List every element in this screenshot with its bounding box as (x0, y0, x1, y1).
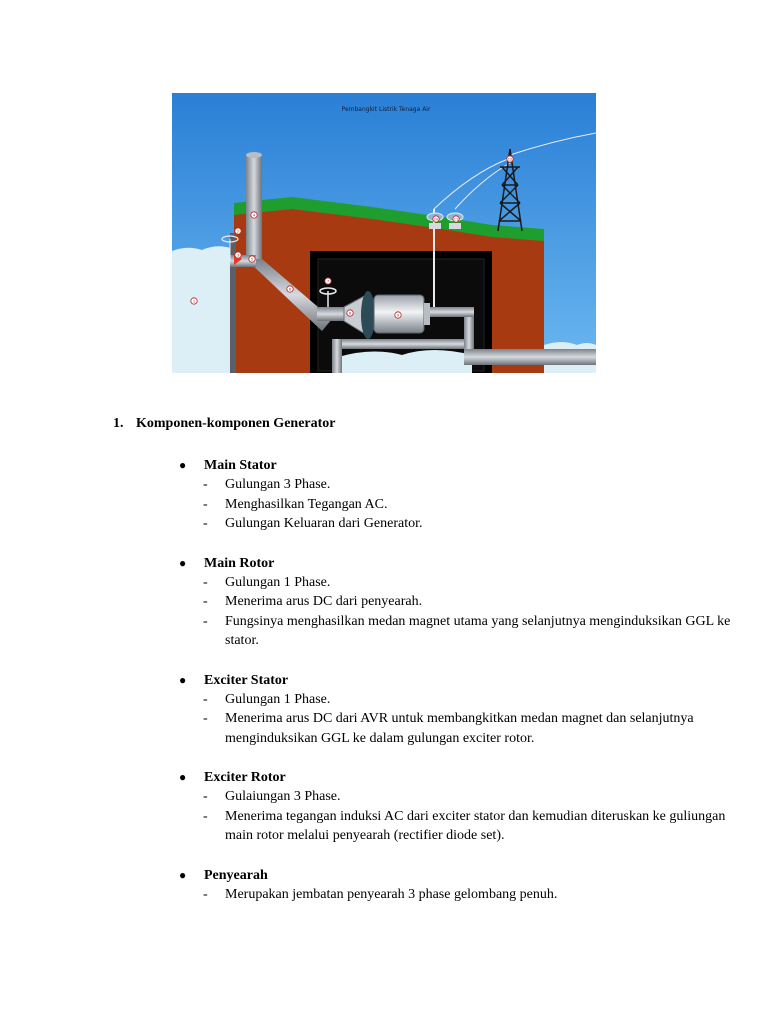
list-item (179, 514, 733, 534)
list-item-text: Menghasilkan Tegangan AC. (225, 496, 388, 512)
figure-title: Pembangkit Listrik Tenaga Air (341, 106, 431, 113)
list-item-text: Gulungan 3 Phase. (225, 477, 331, 492)
dash-marker: - (203, 496, 208, 512)
marker-label: 10 (433, 217, 439, 222)
dash-marker: - (203, 691, 208, 707)
component-group (179, 456, 733, 534)
marker-label: 9 (396, 313, 400, 318)
section-title: Komponen-komponen Generator (136, 416, 336, 431)
list-item (179, 807, 733, 846)
list-item-text: Gulungan 1 Phase. (225, 574, 331, 590)
component-group (179, 768, 733, 846)
group-title-text: Main Stator (204, 458, 277, 473)
marker-9 (395, 312, 401, 318)
marker-7 (325, 278, 331, 284)
item-list (179, 573, 733, 651)
draft-tube-down (332, 339, 342, 373)
list-item (179, 495, 733, 515)
marker-label: 4 (252, 213, 256, 218)
list-item-text: Fungsinya menghasilkan medan magnet utama yang selanjutnya menginduksikan GGL ke stator. (225, 613, 731, 648)
marker-3 (235, 252, 241, 258)
component-group (179, 866, 733, 905)
draft-tube-top (430, 307, 474, 317)
marker-5 (249, 256, 255, 262)
dash-marker: - (203, 711, 208, 726)
list-item (179, 612, 733, 651)
penstock-top (246, 152, 262, 158)
section-number: 1. (113, 416, 124, 431)
dash-marker: - (203, 594, 208, 609)
component-group (179, 671, 733, 749)
marker-label: 2 (236, 229, 240, 234)
marker-label: 5 (250, 257, 254, 262)
bullet-icon: ● (179, 867, 187, 882)
list-item (179, 592, 733, 612)
list-item (179, 787, 733, 807)
list-item-text: Merupakan jembatan penyearah 3 phase gelombang penuh. (225, 886, 558, 902)
list-item-text: Gulungan 1 Phase. (225, 691, 331, 707)
list-item-text: Menerima arus DC dari AVR untuk membangkitkan medan magnet dan selanjutnya menginduksikan GGL ke dalam gulungan exciter rotor. (225, 711, 694, 746)
dash-marker: - (203, 789, 208, 804)
group-title (179, 768, 733, 787)
hydropower-diagram (172, 93, 596, 373)
marker-label: 8 (348, 311, 352, 316)
marker-label: 3 (236, 253, 240, 258)
group-title-text: Penyearah (204, 867, 268, 883)
list-item (179, 885, 733, 905)
section-heading (113, 414, 733, 434)
marker-4 (251, 212, 257, 218)
group-title-text: Exciter Stator (204, 672, 289, 688)
penstock-vertical (246, 155, 262, 265)
group-title (179, 456, 733, 475)
list-item (179, 475, 733, 495)
marker-11 (453, 216, 459, 222)
draft-tube (332, 339, 472, 349)
marker-6 (287, 286, 293, 292)
marker-label: 6 (288, 287, 292, 292)
bullet-icon: ● (179, 672, 187, 687)
outlet-pipe (464, 349, 596, 365)
marker-8 (347, 310, 353, 316)
list-item (179, 690, 733, 710)
item-list (179, 690, 733, 749)
marker-1 (191, 298, 197, 304)
list-item-text: Menerima tegangan induksi AC dari exciter stator dan kemudian diteruskan ke guliungan main rotor melalui penyearah (rectifier diode set). (225, 808, 726, 843)
list-item-text: Gulungan Keluaran dari Generator. (225, 516, 423, 531)
dash-marker: - (203, 886, 208, 902)
marker-10 (433, 216, 439, 222)
dash-marker: - (203, 808, 208, 824)
generator-end (424, 303, 430, 325)
group-title-text: Exciter Rotor (204, 770, 286, 785)
marker-label: 12 (507, 157, 513, 162)
item-list (179, 885, 733, 905)
component-group (179, 554, 733, 651)
marker-label: 11 (453, 217, 459, 222)
penstock-horizontal (317, 307, 347, 321)
list-item (179, 573, 733, 593)
list-item-text: Menerima arus DC dari penyearah. (225, 594, 423, 609)
item-list (179, 475, 733, 534)
group-title (179, 554, 733, 573)
list-item-text: Gulaiungan 3 Phase. (225, 789, 341, 804)
marker-12 (507, 156, 513, 162)
marker-2 (235, 228, 241, 234)
components-section (113, 414, 733, 904)
marker-label: 1 (192, 299, 196, 304)
marker-label: 7 (326, 279, 330, 284)
hydropower-figure (172, 93, 596, 373)
group-title (179, 866, 733, 885)
dash-marker: - (203, 516, 208, 531)
bullet-icon: ● (179, 555, 187, 570)
dash-marker: - (203, 613, 208, 629)
group-title (179, 671, 733, 690)
dash-marker: - (203, 574, 208, 590)
list-item (179, 709, 733, 748)
item-list (179, 787, 733, 846)
dash-marker: - (203, 477, 208, 492)
reservoir-water (172, 246, 234, 373)
component-groups (113, 456, 733, 904)
bullet-icon: ● (179, 770, 187, 784)
turbine-wheel (361, 291, 375, 339)
bullet-icon: ● (179, 458, 187, 472)
group-title-text: Main Rotor (204, 555, 275, 571)
